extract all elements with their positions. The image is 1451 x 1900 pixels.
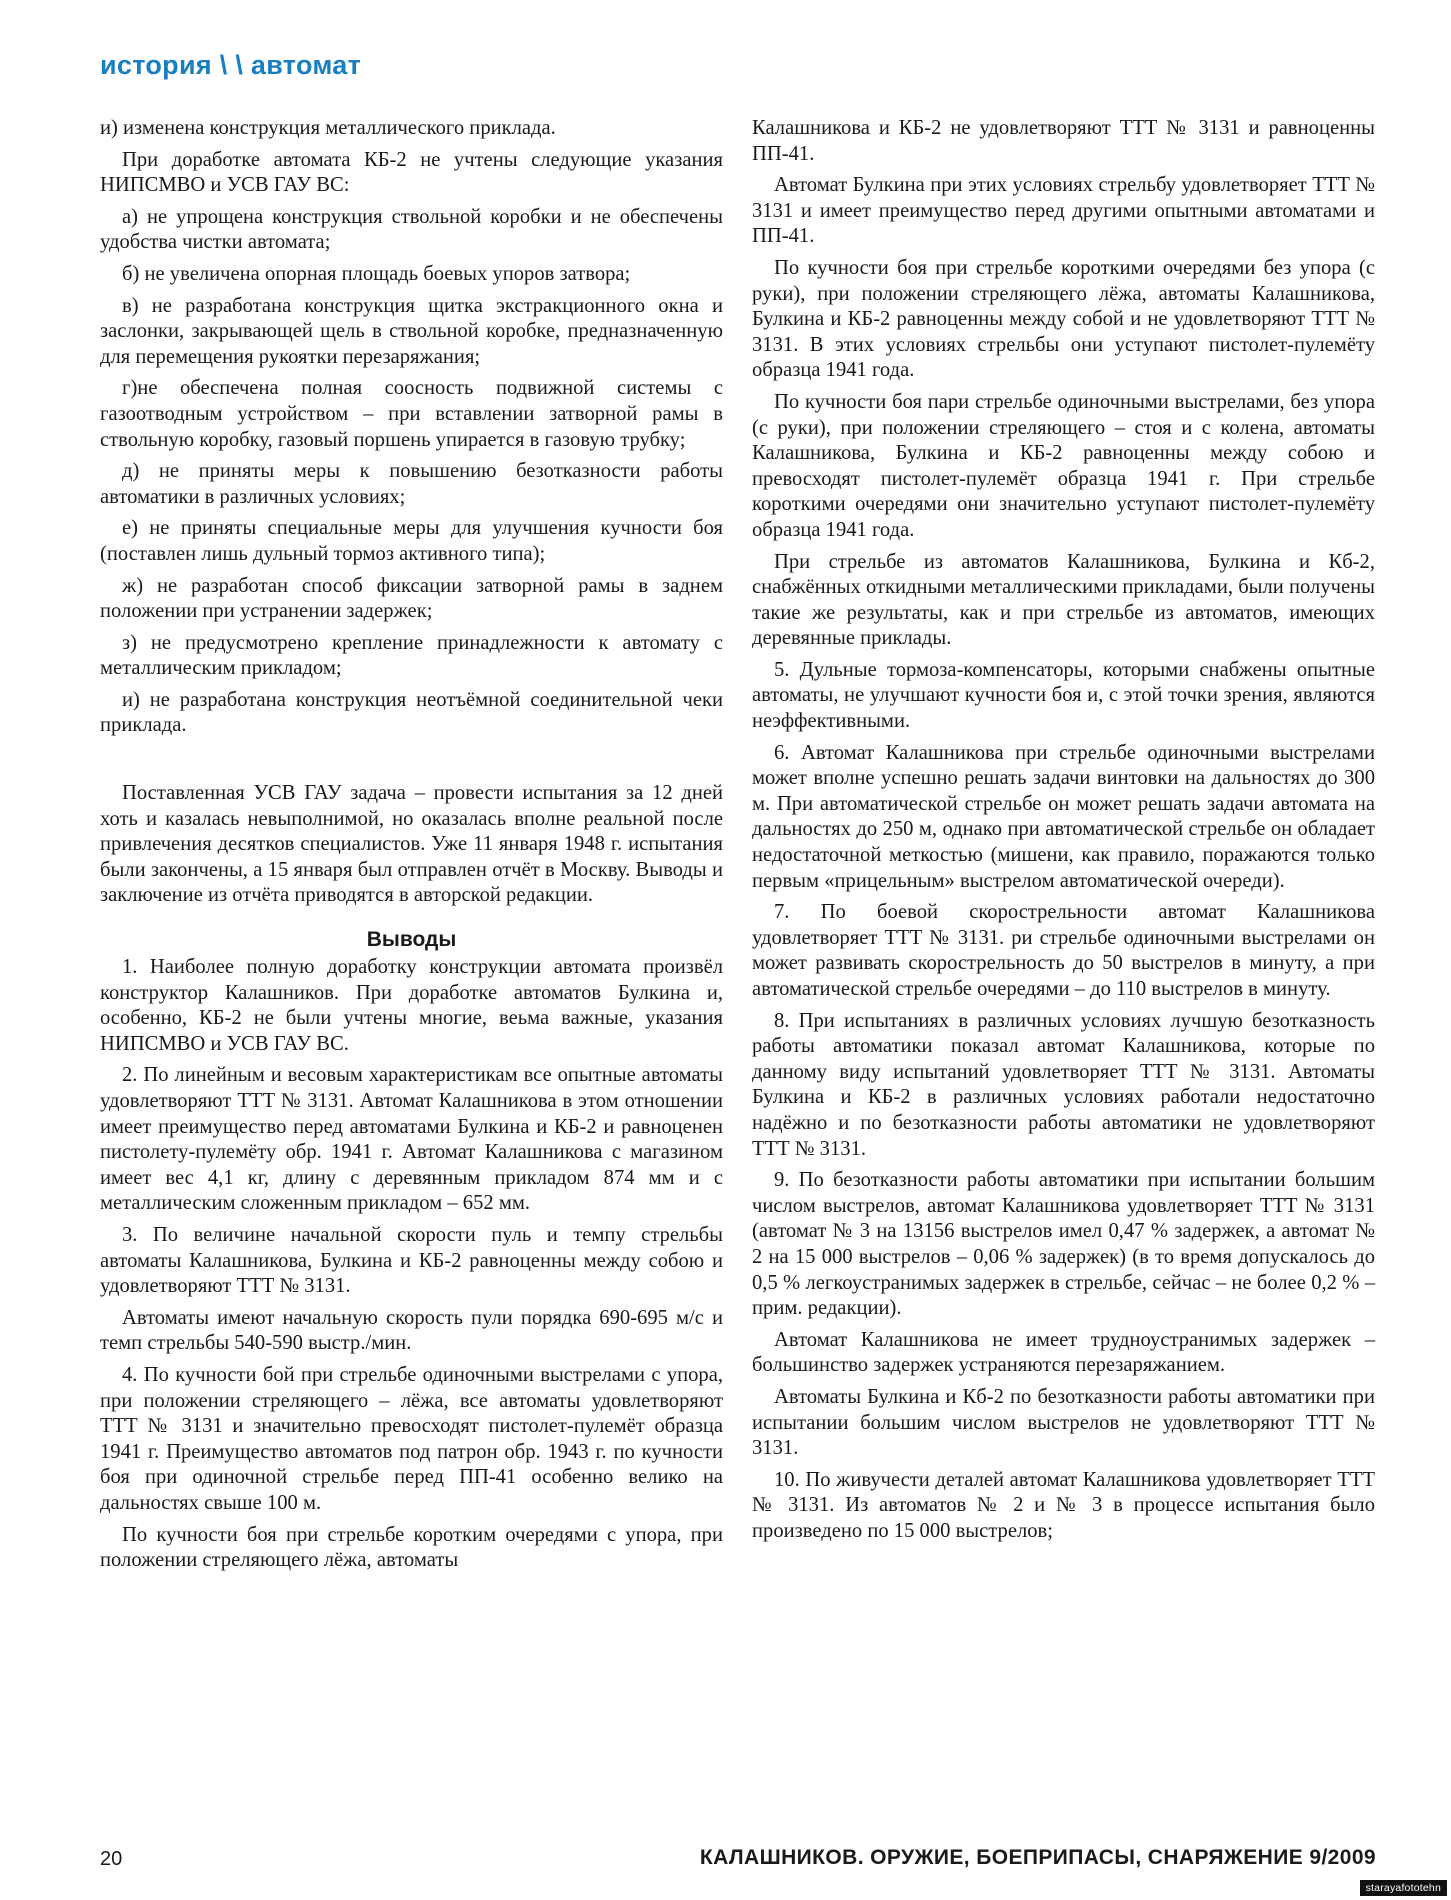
list-item: е) не приняты специальные меры для улучшения кучности боя (поставлен лишь дульный тормоз активного типа); xyxy=(100,517,723,565)
paragraph: 8. При испытаниях в различных условиях лучшую безотказность работы автоматики показал автомат Калашникова, которые по данному виду испытаний удовлетворяет ТТТ № 3131. Автоматы Булкина и КБ-2 в различных условиях работали недостаточно надёжно и по безотказности работы автоматики не удовлетворяют ТТТ № 3131. xyxy=(752,1009,1375,1160)
paragraph: Автоматы Булкина и Кб-2 по безотказности работы автоматики при испытании большим числом выстрелов не удовлетворяют ТТТ № 3131. xyxy=(752,1385,1375,1460)
paragraph: 3. По величине начальной скорости пуль и темпу стрельбы автоматы Калашникова, Булкина и КБ-2 равноценны между собою и удовлетворяют ТТТ № 3131. xyxy=(100,1223,723,1298)
paragraph: Автоматы имеют начальную скорость пули порядка 690-695 м/с и темп стрельбы 540-590 выстр./мин. xyxy=(100,1306,723,1355)
right-column xyxy=(752,116,1375,1550)
paragraph: 1. Наиболее полную доработку конструкции автомата произвёл конструктор Калашников. При доработке автоматов Булкина и, особенно, КБ-2 не были учтены многие, веьма важные, указания НИПСМВО и УСВ ГАУ ВС. xyxy=(100,956,723,1055)
paragraph: При доработке автомата КБ-2 не учтены следующие указания НИПСМВО и УСВ ГАУ ВС: xyxy=(100,148,723,197)
paragraph: 10. По живучести деталей автомат Калашникова удовлетворяет ТТТ № 3131. Из автоматов № 2 и № 3 в процессе испытания было произведено по 15 000 выстрелов; xyxy=(752,1468,1375,1542)
paragraph: 2. По линейным и весовым характеристикам все опытные автоматы удовлетворяют ТТТ № 3131. Автомат Калашникова в этом отношении имеет преимущество перед автоматами Булкина и КБ-2 и равноценен пистолету-пулемёту обр. 1941 г. Автомат Калашникова с магазином имеет вес 4,1 кг, длину с деревянным прикладом 874 мм и с металлическим сложенным прикладом – 652 мм. xyxy=(100,1064,723,1215)
list-item: а) не упрощена конструкция ствольной коробки и не обеспечены удобства чистки автомата; xyxy=(100,205,723,254)
list-item: г)не обеспечена полная соосность подвижной системы с газоотводным устройством – при вставлении затворной рамы в ствольную коробку, газовый поршень упирается в газовую трубку; xyxy=(100,377,723,451)
paragraph: 6. Автомат Калашникова при стрельбе одиночными выстрелами может вполне успешно решать задачи винтовки на дальностях до 300 м. При автоматической стрельбе он может решать задачи автомата на дальностях до 250 м, однако при автоматической стрельбе он обладает недостаточной меткостью (мишени, как правило, поражаются только первым «прицельным» выстрелом автоматической очереди). xyxy=(752,741,1375,892)
paragraph: 9. По безотказности работы автоматики при испытании большим числом выстрелов, автомат Калашникова удовлетворяет ТТТ № 3131 (автомат № 3 на 13156 выстрелов имел 0,47 % задержек, а автомат № 2 на 15 000 выстрелов – 0,06 % задержек) (в то время допускалось до 0,5 % легкоустранимых задержек в стрельбе, сейчас – не более 0,2 % – прим. редакции). xyxy=(752,1169,1375,1320)
paragraph: При стрельбе из автоматов Калашникова, Булкина и Кб-2, снабжённых откидными металлическими прикладами, были получены такие же результаты, как и при стрельбе из автоматов, имеющих деревянные приклады. xyxy=(752,550,1375,650)
list-item: б) не увеличена опорная площадь боевых упоров затвора; xyxy=(122,262,631,285)
page-number: 20 xyxy=(100,1848,123,1870)
paragraph: Автомат Булкина при этих условиях стрельбу удовлетворяет ТТТ № 3131 и имеет преимущество перед другими опытными автоматами и ПП-41. xyxy=(752,174,1375,248)
watermark: starayafototehn xyxy=(1360,1880,1447,1896)
list-item: в) не разработана конструкция щитка экстракционного окна и заслонки, закрывающей щель в ствольной коробке, предназначенную для перемещения рукоятки перезаряжания; xyxy=(100,294,723,368)
conclusions-heading: Выводы xyxy=(366,928,457,952)
list-item: з) не предусмотрено крепление принадлежности к автомату с металлическим прикладом; xyxy=(100,631,723,680)
left-column xyxy=(100,116,723,1580)
section-header: история \ \ автомат xyxy=(100,50,362,80)
paragraph: По кучности боя при стрельбе короткими очередями без упора (с руки), при положении стреляющего лёжа, автоматы Калашникова, Булкина и КБ-2 равноценны между собой и не удовлетворяют ТТТ № 3131. В этих условиях стрельбы они уступают пистолет-пулемёту образца 1941 года. xyxy=(752,256,1375,382)
paragraph: Калашникова и КБ-2 не удовлетворяют ТТТ № 3131 и равноценны ПП-41. xyxy=(752,117,1375,165)
paragraph: 7. По боевой скорострельности автомат Калашникова удовлетворяет ТТТ № 3131. ри стрельбе одиночными выстрелами он может развивать скорострельность до 50 выстрелов в минуту, а при автоматической стрельбе очередями – до 110 выстрелов в минуту. xyxy=(752,901,1375,1000)
paragraph: Автомат Калашникова не имеет трудноустранимых задержек – большинство задержек устраняются перезаряжанием. xyxy=(752,1328,1375,1377)
list-item: и) не разработана конструкция неотъёмной соединительной чеки приклада. xyxy=(100,688,723,737)
paragraph: и) изменена конструкция металлического приклада. xyxy=(100,117,556,139)
list-item: д) не приняты меры к повышению безотказности работы автоматики в различных условиях; xyxy=(100,460,723,508)
paragraph: По кучности боя пари стрельбе одиночными выстрелами, без упора (с руки), при положении стреляющего – стоя и с колена, автоматы Калашникова, Булкина и КБ-2 равноценны между собою и превосходят пистолет-пулемёт образца 1941 г. При стрельбе короткими очередями они значительно уступают пистолет-пулемёту образца 1941 года. xyxy=(752,390,1375,541)
paragraph: По кучности боя при стрельбе коротким очередями с упора, при положении стреляющего лёжа, автоматы xyxy=(100,1523,723,1572)
paragraph: Поставленная УСВ ГАУ задача – провести испытания за 12 дней хоть и казалась невыполнимой, но оказалась вполне реальной после привлечения десятков специалистов. Уже 11 января 1948 г. испытания были закончены, а 15 января был отправлен отчёт в Москву. Выводы и заключение из отчёта приводятся в авторской редакции. xyxy=(100,782,723,907)
paragraph: 5. Дульные тормоза-компенсаторы, которыми снабжены опытные автоматы, не улучшают кучности боя и, с этой точки зрения, являются неэффективными. xyxy=(752,658,1375,733)
paragraph: 4. По кучности бой при стрельбе одиночными выстрелами с упора, при положении стреляющего – лёжа, все автоматы удовлетворяют ТТТ № 3131 и значительно превосходят пистолет-пулемёт образца 1941 г. Преимущество автоматов под патрон обр. 1943 г. по кучности боя при одиночной стрельбе перед ПП-41 особенно велико на дальностях свыше 100 м. xyxy=(100,1363,723,1514)
list-item: ж) не разработан способ фиксации затворной рамы в заднем положении при устранении задержек; xyxy=(100,574,723,623)
magazine-title: КАЛАШНИКОВ. ОРУЖИЕ, БОЕПРИПАСЫ, СНАРЯЖЕНИЕ 9/2009 xyxy=(699,1846,1376,1869)
